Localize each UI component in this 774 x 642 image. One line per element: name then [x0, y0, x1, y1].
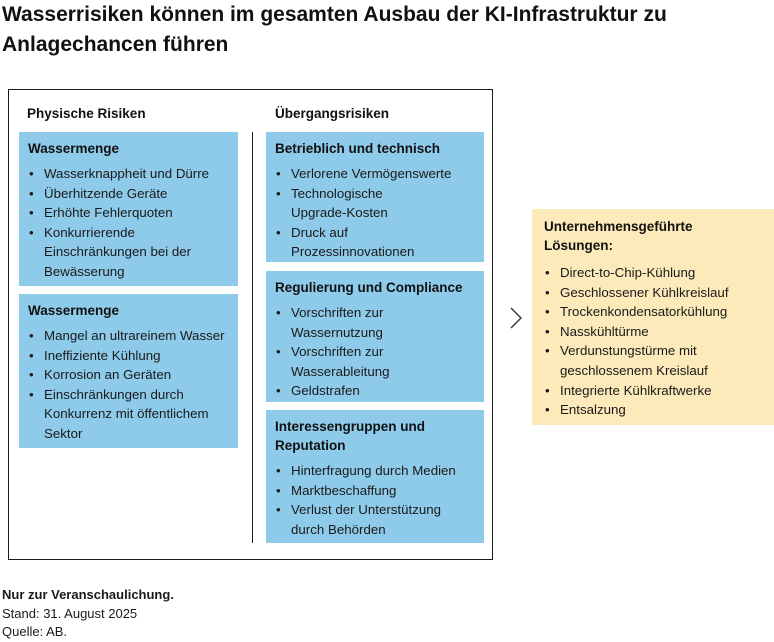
list-item: • Entsalzung	[544, 400, 766, 420]
risk-list	[28, 326, 230, 444]
solutions-box	[532, 209, 774, 425]
list-item: • Ineffiziente Kühlung	[28, 346, 230, 366]
list-item: • Verlust der Unterstützung durch Behörden	[275, 500, 476, 539]
risk-list	[275, 164, 476, 262]
list-item: • Vorschriften zur Wassernutzung	[275, 303, 476, 342]
solutions-title: Unternehmensgeführte Lösungen:	[544, 219, 693, 253]
footer	[2, 586, 174, 642]
list-item: • Geldstrafen	[275, 381, 476, 401]
list-item: • Verlorene Vermögenswerte	[275, 164, 476, 184]
list-item: • Direct-to-Chip-Kühlung	[544, 263, 766, 283]
page-title: Wasserrisiken können im gesamten Ausbau der KI-Infrastruktur zu Anlagechancen führen	[2, 3, 667, 56]
list-item: • Trockenkondensatorkühlung	[544, 302, 766, 322]
list-item: • Korrosion an Geräten	[28, 365, 230, 385]
list-item: • Einschränkungen durch Konkurrenz mit öffentlichem Sektor	[28, 385, 230, 444]
box-title: Betrieblich und technisch	[275, 141, 441, 156]
box-title: Regulierung und Compliance	[275, 280, 463, 295]
footer-date: Stand: 31. August 2025	[2, 605, 138, 621]
box-title: Wassermenge	[28, 303, 120, 318]
list-item: • Verdunstungstürme mit geschlossenem Kreislauf	[544, 341, 766, 380]
footer-source: Quelle: AB.	[2, 624, 68, 639]
list-item: • Überhitzende Geräte	[28, 184, 230, 204]
transition-risk-box-operational	[266, 132, 484, 262]
list-item: • Vorschriften zur Wasserableitung	[275, 342, 476, 381]
list-item: • Druck auf Prozessinnovationen	[275, 223, 476, 262]
box-title: Wassermenge	[28, 141, 120, 156]
list-item: • Integrierte Kühlkraftwerke	[544, 381, 766, 401]
solutions-list	[544, 263, 766, 420]
list-item: • Technologische Upgrade-Kosten	[275, 184, 476, 223]
chevron-right-icon	[508, 306, 524, 330]
list-item: • Nasskühltürme	[544, 322, 766, 342]
list-item: • Marktbeschaffung	[275, 481, 476, 501]
transition-risk-box-stakeholders	[266, 410, 484, 543]
risk-list	[28, 164, 230, 282]
list-item: • Hinterfragung durch Medien	[275, 461, 476, 481]
physical-risk-box-water-quantity	[19, 132, 238, 286]
footer-note: Nur zur Veranschaulichung.	[2, 587, 174, 602]
list-item: • Konkurrierende Einschränkungen bei der Bewässerung	[28, 223, 230, 282]
transition-risks-heading: Übergangsrisiken	[275, 106, 390, 121]
physical-risks-heading: Physische Risiken	[27, 106, 146, 121]
transition-risk-box-regulation	[266, 271, 484, 402]
risk-list	[275, 461, 476, 539]
list-item: • Erhöhte Fehlerquoten	[28, 203, 230, 223]
list-item: • Mangel an ultrareinem Wasser	[28, 326, 230, 346]
list-item: • Wasserknappheit und Dürre	[28, 164, 230, 184]
physical-risk-box-water-quality	[19, 294, 238, 448]
box-title: Interessengruppen und Reputation	[275, 419, 426, 453]
list-item: • Geschlossener Kühlkreislauf	[544, 283, 766, 303]
column-divider	[252, 132, 253, 543]
risk-list	[275, 303, 476, 401]
